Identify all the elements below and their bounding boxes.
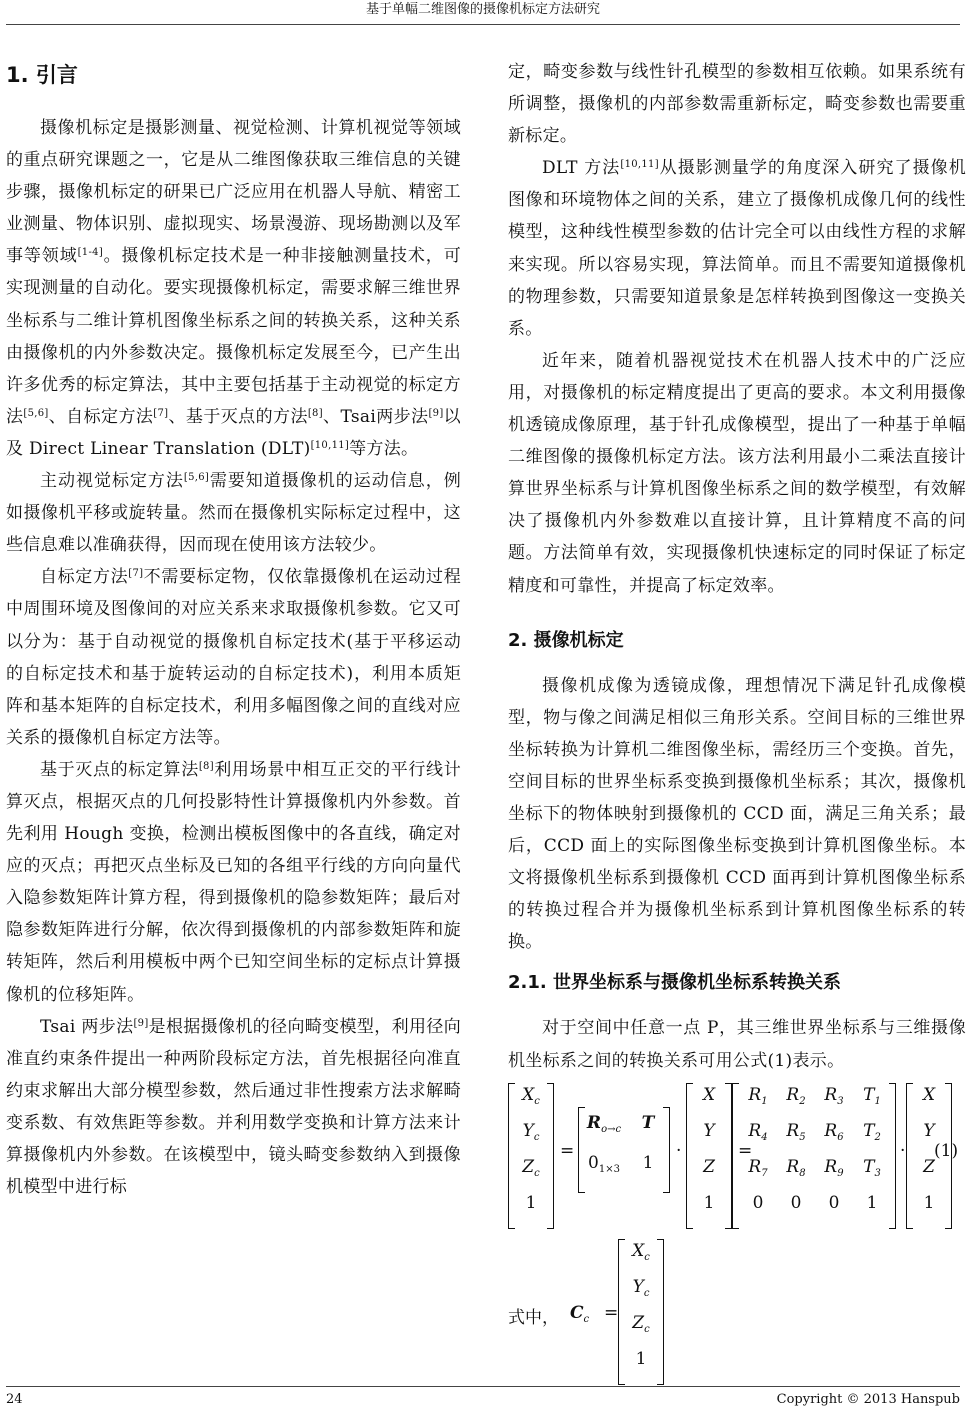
citation: [5,6] [23,407,49,419]
transform-matrix: $R_1$ $R_2$ $R_3$ $T_1$ $R_4$ $R_5$ $R_6$ $T_2$ $R_7$ $R_8$ $R_9$ $T_3$ 0 0 0 1 [732,1083,896,1229]
subsection-heading-coordinate-transform: 2.1. 世界坐标系与摄像机坐标系转换关系 [508,972,841,994]
right-column [508,56,966,1389]
paragraph-dlt: DLT 方法[10,11]从摄影测量学的角度深入研究了摄像机图像和环境物体之间的关系，建立了摄像机成像几何的线性模型，这种线性模型参数的估计完全可以由线性方程的求解来实现。所以容易实现，算法简单。而且不需要知道摄像机的物理参数，只需要知道景象是怎样转换到图像这一变换关系。 [508,158,966,339]
footer-rule [6,1386,960,1387]
world-coord-vector-2: X Y Z 1 [906,1083,952,1229]
citation: [8] [307,407,323,419]
citation: [1-4] [77,247,104,259]
copyright: Copyright © 2013 Hanspub [776,1392,960,1407]
paragraph-active-vision: 主动视觉标定方法[5,6]需要知道摄像机的运动信息，例如摄像机平移或旋转量。然而在摄像机实际标定过程中，这些信息难以准确获得，因而现在使用该方法较少。 [6,471,461,556]
paragraph-motivation: 近年来，随着机器视觉技术在机器人技术中的广泛应用，对摄像机的标定精度提出了更高的要求。本文利用摄像机透镜成像原理，基于针孔成像模型，提出了一种基于单幅二维图像的摄像机标定方法。该方法利用最小二乘法直接计算世界坐标系与计算机图像坐标系之间的数学模型，有效解决了摄像机内外参数难以直接计算，且计算精度不高的问题。方法简单有效，实现摄像机快速标定的同时保证了标定精度和可靠性，并提高了标定效率。 [508,350,966,596]
running-header: 基于单幅二维图像的摄像机标定方法研究 [365,2,600,17]
paragraph-tsai: Tsai 两步法[9]是根据摄像机的径向畸变模型，利用径向准直约束条件提出一种两阶段标定方法，首先根据径向准直约束求解出大部分模型参数，然后通过非性搜索方法求解畸变系数、有效焦距等参数。并利用数学变换和计算方法来计算摄像机内外参数。在该模型中，镜头畸变参数纳入到摄像机模型中进行标 [6,1016,462,1198]
section-heading-calibration: 2. 摄像机标定 [508,629,624,651]
header-rule [6,24,960,25]
paragraph-vanishing-point: 基于灭点的标定算法[8]利用场景中相互正交的平行线计算灭点，根据灭点的几何投影特性计算摄像机内外参数。首先利用 Hough 变换，检测出模板图像中的各直线，确定对应的灭点；再把灭点坐标及已知的各组平行线的方向向量代入隐参数矩阵计算方程，得到摄像机的隐参数矩阵；最后对隐参数矩阵进行分解，依次得到摄像机的内部参数矩阵和旋转矩阵，然后利用模板中两个已知空间坐标的定标点计算摄像机的位移矩阵。 [6,759,462,1005]
citation: [9] [133,1017,149,1029]
camera-coord-definition: $X_c$ $Y_c$ $Z_c$ 1 [618,1239,664,1385]
equation-1: $X_c$ $Y_c$ $Z_c$ 1 = $R_{o\to c}$ T $0_{1\times 3}$ 1 · X Y Z 1 = $R_1$ $R_2$ $R_3$ $T_1$ $R_4$ $R_5$ $R_6$ $T_2$ $R_7$ $R_8$ $R_9$ $T_3$ 0 0 0 1 · X Y Z 1 (1) [508,1077,966,1237]
equation-number: (1) [934,1140,959,1161]
citation: [10,11] [620,159,659,171]
citation: [5,6] [183,472,210,484]
citation: [8] [198,760,214,772]
citation: [7] [153,407,169,419]
equation-where: 式中， $C_c$ = $X_c$ $Y_c$ $Z_c$ 1 [508,1239,966,1389]
paragraph-transform-intro: 对于空间中任意一点 P，其三维世界坐标系与三维摄像机坐标系之间的转换关系可用公式(1)表示。 [508,1018,966,1071]
citation: [9] [428,407,444,419]
section-heading-intro: 1. 引言 [6,63,78,87]
extrinsic-block-matrix: $R_{o\to c}$ T $0_{1\times 3}$ 1 [578,1107,670,1193]
world-coord-vector: X Y Z 1 [686,1083,732,1229]
citation: [7] [128,568,144,580]
paragraph-self-calibration: 自标定方法[7]不需要标定物，仅依靠摄像机在运动过程中周围环境及图像间的对应关系来求取摄像机参数。它又可以分为：基于自动视觉的摄像机自标定技术(基于平移运动的自标定技术和基于旋转运动的自标定技术)，利用本质矩阵和基本矩阵的自标定技术，利用多幅图像之间的直线对应关系的摄像机自标定方法等。 [6,567,462,748]
paragraph-tsai-continued: 定，畸变参数与线性针孔模型的参数相互依赖。如果系统有所调整，摄像机的内部参数需重新标定，畸变参数也需要重新标定。 [508,62,966,147]
camera-coord-vector: $X_c$ $Y_c$ $Z_c$ 1 [508,1083,554,1229]
citation: [10,11] [310,439,350,451]
left-column [6,56,461,1203]
paragraph-intro: 摄像机标定是摄影测量、视觉检测、计算机视觉等领域的重点研究课题之一，它是从二维图像获取三维信息的关键步骤，摄像机标定的研果已广泛应用在机器人导航、精密工业测量、物体识别、虚拟现实、场景漫游、现场勘测以及军事等领域[1-4]。摄像机标定技术是一种非接触测量技术，可实现测量的自动化。要实现摄像机标定，需要求解三维世界坐标系与二维计算机图像坐标系之间的转换关系，这种关系由摄像机的内外参数决定。摄像机标定发展至今，已产生出许多优秀的标定算法，其中主要包括基于主动视觉的标定方法[5,6]、自标定方法[7]、基于灭点的方法[8]、Tsai两步法[9]以及 Direct Linear Translation (DLT)[10,11]等方法。 [6,118,462,459]
paragraph-imaging-model: 摄像机成像为透镜成像，理想情况下满足针孔成像模型，物与像之间满足相似三角形关系。空间目标的三维世界坐标转换为计算机二维图像坐标，需经历三个变换。首先，空间目标的世界坐标系变换到摄像机坐标系；其次，摄像机坐标下的物体映射到摄像机的 CCD 面，满足三角关系；最后，CCD 面上的实际图像坐标变换到计算机图像坐标。本文将摄像机坐标系到摄像机 CCD 面再到计算机图像坐标系的转换过程合并为摄像机坐标系到计算机图像坐标系的转换。 [508,675,966,953]
page-number: 24 [6,1392,23,1407]
